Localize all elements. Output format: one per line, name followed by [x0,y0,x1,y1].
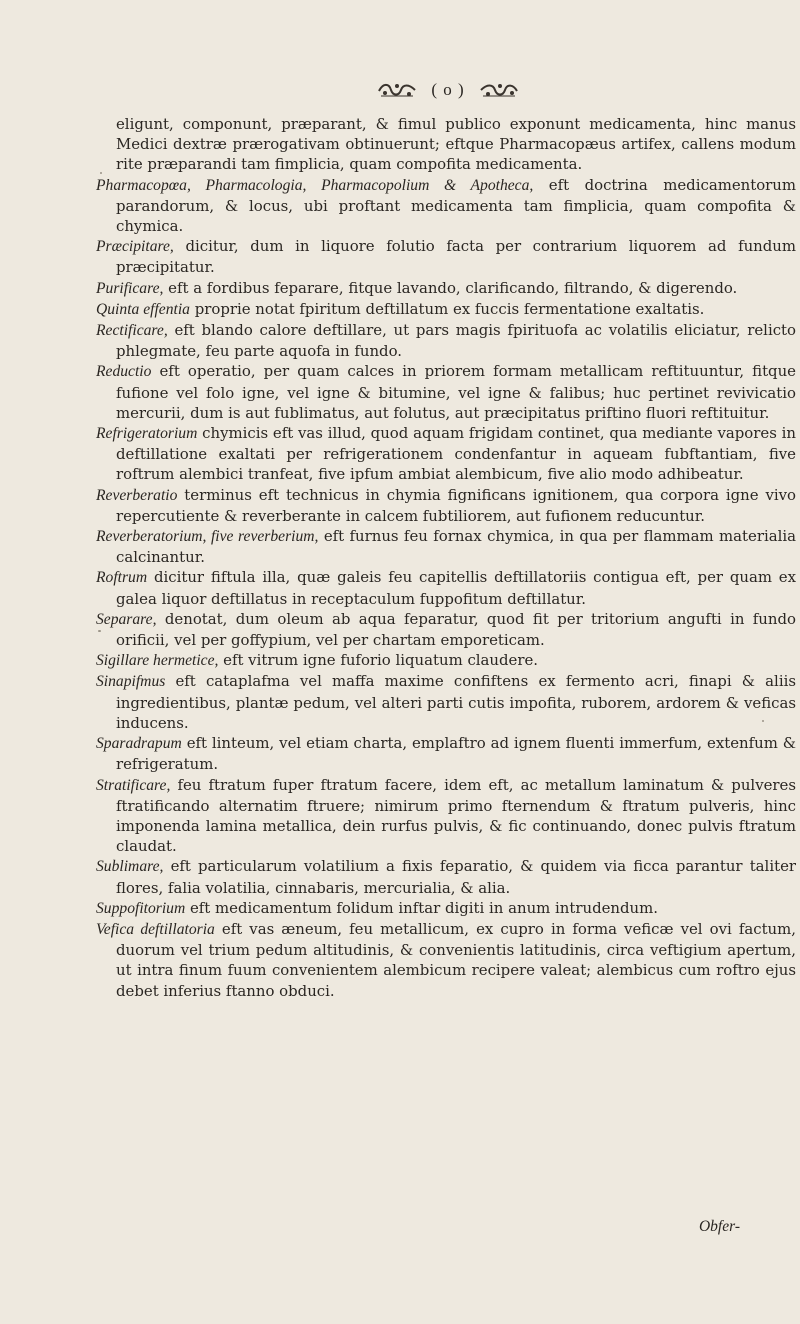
entry-term: Stratificare, [96,776,171,794]
entry-definition: terminus eft technicus in chymia fignificans ignitionem, qua corpora igne vivo repercutiente & reverberante in calcem fubtiliorem, aut fufionem reducuntur. [116,485,796,525]
intro-paragraph: eligunt, componunt, præparant, & fimul publico exponunt medicamenta, hinc manus Medici dextræ prærogativam obtinuerunt; eftque Pharmacopæus artifex, callens modum rite præparandi tam fimplicia, quam compofita medicamenta. [116,115,796,174]
entry-term: Sinapifmus [96,673,166,691]
entry-term: Separare, [96,610,157,628]
glossary-entry [96,919,796,1001]
entry-term: Reverberatio [96,486,178,504]
entry-definition: eft operatio, per quam calces in priorem formam metallicam reftituuntur, fitque fufione vel folo igne, vel igne & bitumine, vel igne & falibus; huc pertinet revivicatio mercurii, dum is aut fublimatus, aut folutus, aut præcipitatus priftino fluori reftituitur. [116,362,796,422]
glossary-entry [96,485,796,526]
entry-term: Roftrum [96,569,148,587]
glossary-entry [96,609,796,650]
page-header [136,76,760,104]
entry-definition: denotat, dum oleum ab aqua feparatur, quod fit per tritorium angufti in fundo orificii, vel per goffypium, vel per chartam emporeticam. [116,609,796,650]
entry-definition: eft vitrum igne fuforio liquatum claudere. [218,651,539,670]
glossary-entry [96,650,796,671]
glossary-entry [96,526,796,567]
entry-definition: eft medicamentum folidum inftar digiti in anum intrudendum. [185,898,658,917]
entry-term: Sigillare hermetice, [96,652,219,670]
entry-definition: eft a fordibus feparare, fitque lavando, clarificando, filtrando, & digerendo. [163,278,738,297]
entry-definition: eft particularum volatilium a fixis feparatio, & quidem via ficca parantur taliter flores, falia volatilia, cinnabaris, mercurialia, & alia. [116,857,796,897]
entry-definition: eft furnus feu fornax chymica, in qua per flammam materialia calcinantur. [116,527,796,567]
printer-ornament-icon [479,81,519,99]
entry-definition: eft blando calore deftillare, ut pars magis fpirituofa ac volatilis eliciatur, relicto phlegmate, feu parte aquofa in fundo. [116,321,796,361]
paper-speck [98,630,101,632]
glossary-entry [96,567,796,608]
paper-speck [762,720,764,722]
entry-term: Purificare, [96,279,164,297]
glossary-entry [96,775,796,857]
entry-term: Sparadrapum [96,735,182,753]
catchword: Obfer- [698,1218,740,1235]
entry-definition: feu ftratum fuper ftratum facere, idem eft, ac metallum laminatum & pulveres ftratificando alternatim ftruere; nimirum primo fternendum & ftratum pulveris, hinc imponenda lamina metallica, dein rurfus pulvis, & fic continuando, donec pulvis ftratum claudat. [116,775,796,856]
glossary-entry [96,320,796,361]
glossary-entries [96,175,796,1001]
entry-definition: eft vas æneum, feu metallicum, ex cupro in forma veficæ vel ovi factum, duorum vel trium pedum altitudinis, & convenientis latitudinis, circa veftigium apertum, ut intra finum fuum convenientem alembicum recipere valeat; alembicus cum roftro ejus debet inferius ftanno obduci. [116,919,796,1000]
printer-ornament-icon [377,81,417,99]
entry-term: Quinta effentia [96,300,190,318]
glossary-entry [96,236,796,277]
glossary-entry [96,671,796,733]
glossary-entry [96,278,796,299]
entry-term: Reductio [96,363,152,381]
entry-definition: dicitur, dum in liquore folutio facta per contrarium liquorem ad fundum præcipitatur. [116,237,796,277]
glossary-entry [96,733,796,774]
entry-definition: eft cataplafma vel maffa maxime confiftens ex fermento acri, finapi & aliis ingredientibus, plantæ pedum, vel alteri parti cutis impofita, ruborem, ardorem & veficas inducens. [116,672,796,732]
entry-term: Præcipitare, [96,238,174,256]
entry-term: Sublimare, [96,858,164,876]
entry-definition: eft doctrina medicamentorum parandorum, & locus, ubi proftant medicamenta tam fimplicia, quam compofita & chymica. [116,175,796,236]
entry-term: Vefica deftillatoria [96,920,215,938]
glossary-entry [96,361,796,423]
entry-term: Reverberatorium, five reverberium, [96,528,319,546]
entry-term: Pharmacopœa, Pharmacologia, Pharmacopolium & Apotheca, [96,176,534,194]
entry-term: Rectificare, [96,322,168,340]
entry-term: Suppofitorium [96,899,186,917]
paper-speck [100,172,102,174]
glossary-entry [96,299,796,320]
entry-definition: chymicis eft vas illud, quod aquam frigidam continet, qua mediante vapores in deftillatione exaltati per refrigerationem condenfantur in aqueam fubftantiam, five roftrum alembici tranfeat, five ipfum ambiat alembicum, five alio modo adhibeatur. [116,424,796,484]
entry-definition: eft linteum, vel etiam charta, emplaftro ad ignem fluenti immerfum, extenfum & refrigeratum. [116,734,796,774]
entry-definition: proprie notat fpiritum deftillatum ex fuccis fermentatione exaltatis. [189,299,705,318]
glossary-entry [96,423,796,485]
entry-definition: dicitur fiftula illa, quæ galeis feu capitellis deftillatoriis contigua eft, per quam ex galea liquor deftillatus in receptaculum fuppofitum deftillatur. [116,568,796,608]
entry-term: Refrigeratorium [96,425,198,443]
glossary-entry [96,175,796,237]
page-folio: ( o ) [431,80,465,99]
glossary-entry [96,856,796,897]
glossary-entry [96,898,796,919]
